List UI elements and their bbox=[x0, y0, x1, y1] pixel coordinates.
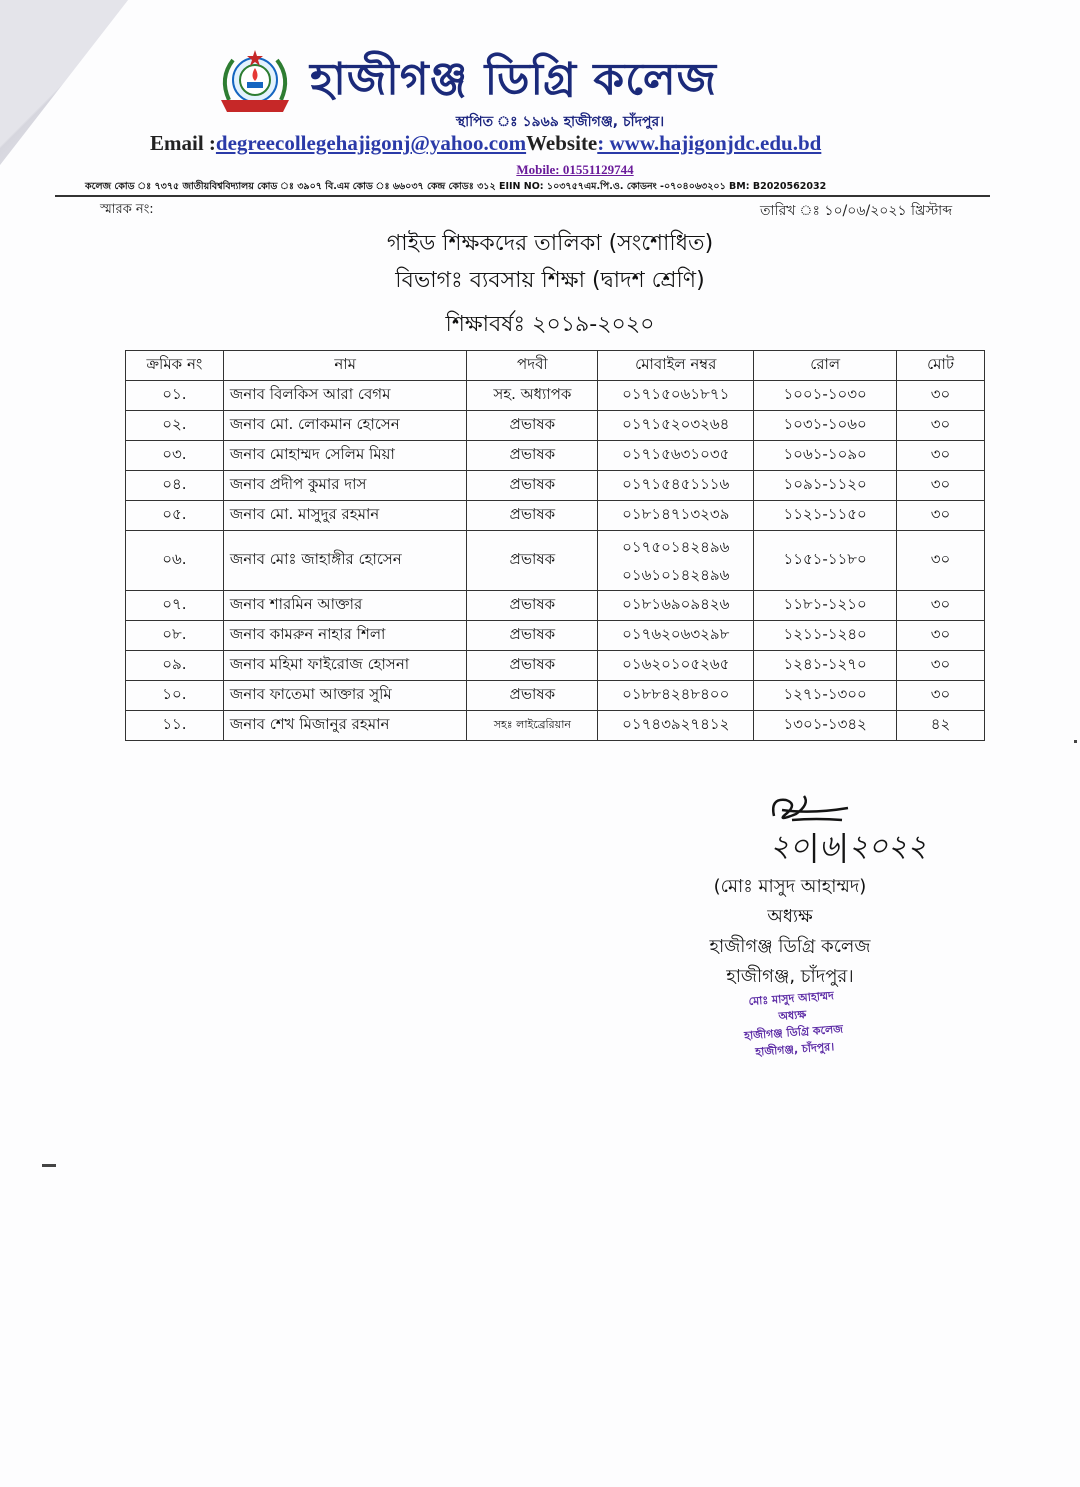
table-row bbox=[126, 501, 985, 531]
website-label: Website bbox=[526, 131, 598, 155]
total-cell: ৩০ bbox=[897, 681, 985, 711]
designation-cell: প্রভাষক bbox=[467, 501, 598, 531]
roll-cell: ১০৬১-১০৯০ bbox=[754, 441, 897, 471]
serial-cell: ০২. bbox=[126, 411, 224, 441]
designation-cell: সহ. অধ্যাপক bbox=[467, 381, 598, 411]
principal-title: অধ্যক্ষ bbox=[767, 906, 813, 927]
name-cell: জনাব বিলকিস আরা বেগম bbox=[223, 381, 467, 411]
roll-cell: ১২৭১-১৩০০ bbox=[754, 681, 897, 711]
stamp-name: মোঃ মাসুদ আহাম্মদ bbox=[748, 989, 835, 1009]
name-cell: জনাব মো. মাসুদুর রহমান bbox=[223, 501, 467, 531]
principal-name: (মোঃ মাসুদ আহাম্মদ) bbox=[713, 876, 867, 897]
designation-cell: প্রভাষক bbox=[467, 411, 598, 441]
stamp-college: হাজীগঞ্জ ডিগ্রি কলেজ bbox=[743, 1022, 844, 1043]
scan-speck bbox=[1074, 740, 1077, 743]
header-name: নাম bbox=[223, 351, 467, 381]
roll-cell: ১১৫১-১১৮০ bbox=[754, 531, 897, 591]
serial-cell: ০৫. bbox=[126, 501, 224, 531]
email-label: Email : bbox=[150, 131, 216, 155]
total-cell: ৩০ bbox=[897, 621, 985, 651]
name-cell: জনাব মোহাম্মদ সেলিম মিয়া bbox=[223, 441, 467, 471]
serial-cell: ০১. bbox=[126, 381, 224, 411]
name-cell: জনাব ফাতেমা আক্তার সুমি bbox=[223, 681, 467, 711]
scan-speck bbox=[42, 1164, 56, 1167]
table-row bbox=[126, 441, 985, 471]
mobile-cell: ০১৭১৫৬৩১০৩৫ bbox=[598, 441, 754, 471]
table-header-row bbox=[126, 351, 985, 381]
department-line: বিভাগঃ ব্যবসায় শিক্ষা (দ্বাদশ শ্রেণি) bbox=[395, 268, 705, 293]
mobile-cell: ০১৮১৪৭১৩২৩৯ bbox=[598, 501, 754, 531]
table-row bbox=[126, 681, 985, 711]
table-row bbox=[126, 381, 985, 411]
serial-cell: ০৭. bbox=[126, 591, 224, 621]
mobile-cell: ০১৭৪৩৯২৭৪১২ bbox=[598, 711, 754, 741]
total-cell: ৩০ bbox=[897, 411, 985, 441]
table-row bbox=[126, 711, 985, 741]
table-row bbox=[126, 591, 985, 621]
name-cell: জনাব শারমিন আক্তার bbox=[223, 591, 467, 621]
mobile-number: Mobile: 01551129744 bbox=[516, 162, 634, 177]
serial-cell: ০৪. bbox=[126, 471, 224, 501]
email-link[interactable]: degreecollegehajigonj@yahoo.com bbox=[215, 131, 527, 155]
total-cell: ৩০ bbox=[897, 381, 985, 411]
serial-cell: ০৮. bbox=[126, 621, 224, 651]
serial-cell: ১০. bbox=[126, 681, 224, 711]
mobile-cell: ০১৭১৫৪৫১১১৬ bbox=[598, 471, 754, 501]
handwritten-date: ২০|৬|২০২২ bbox=[770, 829, 927, 864]
designation-cell: প্রভাষক bbox=[467, 591, 598, 621]
total-cell: ৩০ bbox=[897, 501, 985, 531]
name-cell: জনাব মো. লোকমান হোসেন bbox=[223, 411, 467, 441]
header-total: মোট bbox=[897, 351, 985, 381]
header-serial: ক্রমিক নং bbox=[126, 351, 224, 381]
college-name: হাজীগঞ্জ ডিগ্রি কলেজ bbox=[310, 54, 718, 105]
roll-cell: ১০৯১-১১২০ bbox=[754, 471, 897, 501]
serial-cell: ০৯. bbox=[126, 651, 224, 681]
document-title: গাইড শিক্ষকদের তালিকা (সংশোধিত) bbox=[386, 231, 714, 256]
name-cell: জনাব মোঃ জাহাঙ্গীর হোসেন bbox=[223, 531, 467, 591]
header-roll: রোল bbox=[754, 351, 897, 381]
total-cell: ৩০ bbox=[897, 441, 985, 471]
roll-cell: ১২১১-১২৪০ bbox=[754, 621, 897, 651]
designation-cell: সহঃ লাইব্রেরিয়ান bbox=[467, 711, 598, 741]
mobile-primary: ০১৭৫০১৪২৪৯৬ bbox=[622, 537, 730, 556]
roll-cell: ১০৩১-১০৬০ bbox=[754, 411, 897, 441]
table-row bbox=[126, 411, 985, 441]
principal-address: হাজীগঞ্জ, চাঁদপুর। bbox=[726, 966, 854, 987]
principal-college: হাজীগঞ্জ ডিগ্রি কলেজ bbox=[709, 936, 871, 957]
mobile-cell: ০১৭১৫০৬১৮৭১ bbox=[598, 381, 754, 411]
handwritten-signature bbox=[752, 790, 942, 870]
table-row bbox=[126, 621, 985, 651]
table-row bbox=[126, 651, 985, 681]
website-link[interactable]: : www.hajigonjdc.edu.bd bbox=[597, 131, 822, 155]
guide-teachers-table bbox=[125, 350, 985, 741]
table-row bbox=[126, 471, 985, 501]
mobile-cell: ০১৭১৫২০৩২৬৪ bbox=[598, 411, 754, 441]
serial-cell: ১১. bbox=[126, 711, 224, 741]
roll-cell: ১০০১-১০৩০ bbox=[754, 381, 897, 411]
document-date: তারিখ ঃ ১০/০৬/২০২১ খ্রিস্টাব্দ bbox=[760, 203, 953, 219]
name-cell: জনাব প্রদীপ কুমার দাস bbox=[223, 471, 467, 501]
name-cell: জনাব কামরুন নাহার শিলা bbox=[223, 621, 467, 651]
total-cell: ৩০ bbox=[897, 591, 985, 621]
memo-number: স্মারক নং: bbox=[100, 202, 154, 217]
session-line: শিক্ষাবর্ষঃ ২০১৯-২০২০ bbox=[445, 312, 655, 337]
roll-cell: ১১২১-১১৫০ bbox=[754, 501, 897, 531]
header-designation: পদবী bbox=[467, 351, 598, 381]
serial-cell: ০৬. bbox=[126, 531, 224, 591]
stamp-title: অধ্যক্ষ bbox=[778, 1008, 807, 1023]
designation-cell: প্রভাষক bbox=[467, 651, 598, 681]
header-mobile: মোবাইল নম্বর bbox=[598, 351, 754, 381]
total-cell: ৪২ bbox=[897, 711, 985, 741]
institution-codes: কলেজ কোড ঃ ৭৩৭৫ জাতীয়বিশ্ববিদ্যালয় কোড ঃ ৩৯০৭ বি.এম কোড ঃ ৬৬০৩৭ কেন্দ্র কোডঃ ৩১২ EIIN NO: ১০৩৭৫৭এম.পি.ও. কোডনং -০৭০৪০৬৩২০১ BM: B2020562032 bbox=[85, 181, 827, 192]
designation-cell: প্রভাষক bbox=[467, 471, 598, 501]
principal-stamp bbox=[716, 985, 870, 1063]
header-divider bbox=[55, 195, 990, 197]
roll-cell: ১২৪১-১২৭০ bbox=[754, 651, 897, 681]
roll-cell: ১৩০১-১৩৪২ bbox=[754, 711, 897, 741]
roll-cell: ১১৮১-১২১০ bbox=[754, 591, 897, 621]
name-cell: জনাব শেখ মিজানুর রহমান bbox=[223, 711, 467, 741]
college-logo-icon bbox=[215, 48, 295, 118]
contact-line bbox=[150, 131, 980, 156]
mobile-cell: ০১৭৬২০৬৩২৯৮ bbox=[598, 621, 754, 651]
total-cell: ৩০ bbox=[897, 471, 985, 501]
established-line: স্থাপিত ঃ ১৯৬৯ হাজীগঞ্জ, চাঁদপুর। bbox=[455, 114, 665, 130]
stamp-address: হাজীগঞ্জ, চাঁদপুর। bbox=[754, 1040, 835, 1059]
designation-cell: প্রভাষক bbox=[467, 681, 598, 711]
designation-cell: প্রভাষক bbox=[467, 621, 598, 651]
designation-cell: প্রভাষক bbox=[467, 531, 598, 591]
mobile-secondary: ০১৬১০১৪২৪৯৬ bbox=[622, 565, 730, 584]
total-cell: ৩০ bbox=[897, 531, 985, 591]
mobile-cell: ০১৮৮৪২৪৮৪০০ bbox=[598, 681, 754, 711]
serial-cell: ০৩. bbox=[126, 441, 224, 471]
name-cell: জনাব মহিমা ফাইরোজ হোসনা bbox=[223, 651, 467, 681]
mobile-cell: ০১৮১৬৯০৯৪২৬ bbox=[598, 591, 754, 621]
total-cell: ৩০ bbox=[897, 651, 985, 681]
mobile-cell: ০১৬২০১০৫২৬৫ bbox=[598, 651, 754, 681]
designation-cell: প্রভাষক bbox=[467, 441, 598, 471]
mobile-cell bbox=[598, 531, 754, 591]
table-row bbox=[126, 531, 985, 591]
